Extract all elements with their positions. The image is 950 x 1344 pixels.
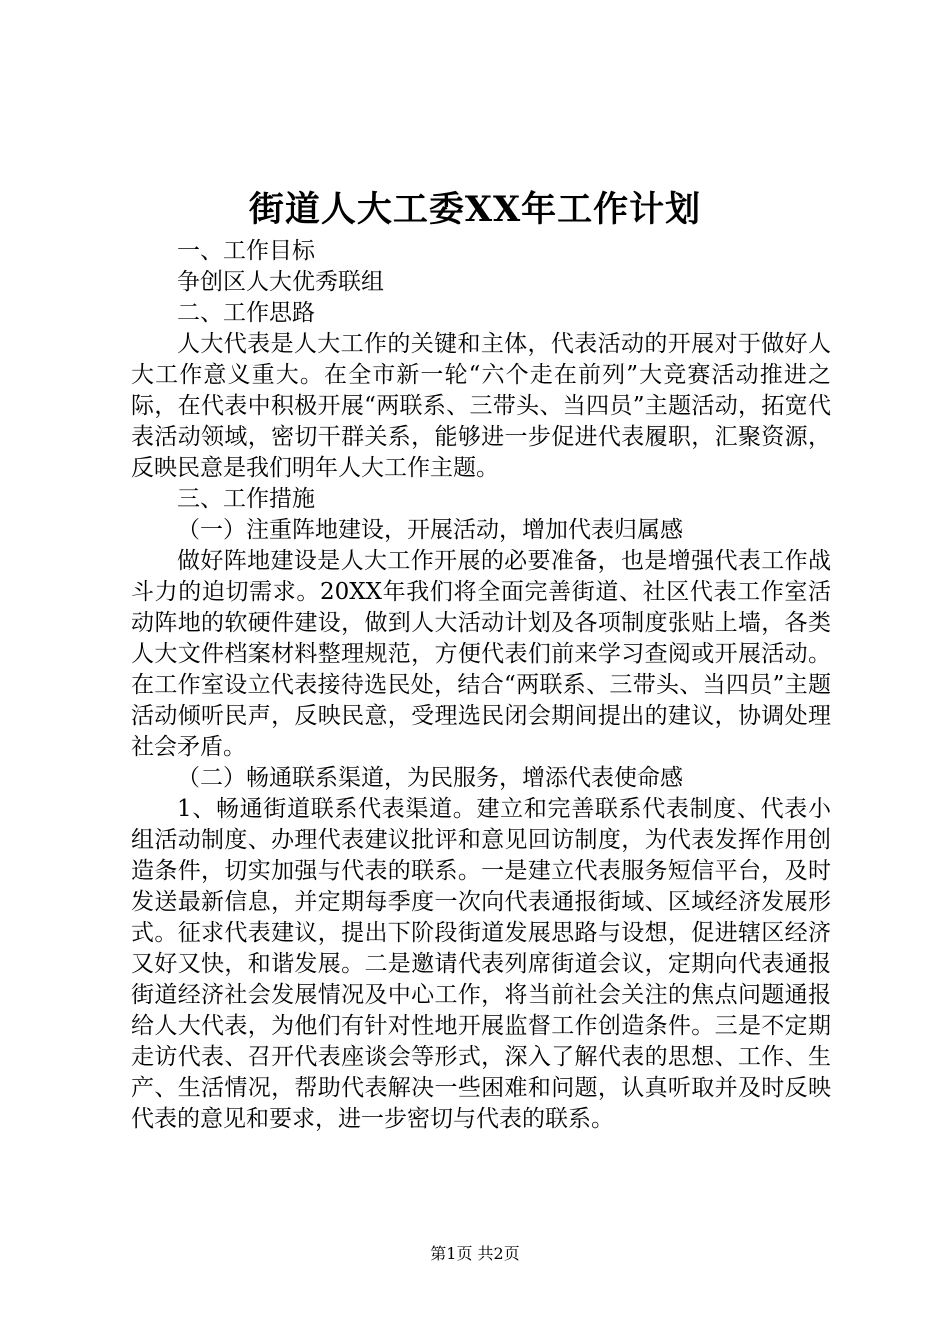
subsection-1-paragraph: 做好阵地建设是人大工作开展的必要准备，也是增强代表工作战斗力的迫切需求。20XX年我们将全面完善街道、社区代表工作室活动阵地的软硬件建设，做到人大活动计划及各项制度张贴上墙，各类人大文件档案材料整理规范，方便代表们前来学习查阅或开展活动。在工作室设立代表接待选民处，结合“两联系、三带头、当四员”主题活动倾听民声，反映民意，受理选民闭会期间提出的建议，协调处理社会矛盾。: [131, 548, 831, 760]
approach-paragraph: 人大代表是人大工作的关键和主体，代表活动的开展对于做好人大工作意义重大。在全市新一轮“六个走在前列”大竞赛活动推进之际，在代表中积极开展“两联系、三带头、当四员”主题活动，拓宽代表活动领域，密切干群关系，能够进一步促进代表履职，汇聚资源，反映民意是我们明年人大工作主题。: [131, 331, 831, 481]
document-body: [131, 236, 831, 1135]
subsection-heading-1: （一）注重阵地建设，开展活动，增加代表归属感: [177, 517, 683, 543]
section-heading-measures: 三、工作措施: [177, 486, 315, 512]
subsection-heading-2: （二）畅通联系渠道，为民服务，增添代表使命感: [177, 765, 683, 791]
goal-text: 争创区人大优秀联组: [177, 269, 384, 295]
document-title: 街道人大工委XX年工作计划: [248, 189, 702, 230]
subsection-2-paragraph: 1、畅通街道联系代表渠道。建立和完善联系代表制度、代表小组活动制度、办理代表建议批评和意见回访制度，为代表发挥作用创造条件，切实加强与代表的联系。一是建立代表服务短信平台，及时发送最新信息，并定期每季度一次向代表通报街域、区域经济发展形式。征求代表建议，提出下阶段街道发展思路与设想，促进辖区经济又好又快，和谐发展。二是邀请代表列席街道会议，定期向代表通报街道经济社会发展情况及中心工作，将当前社会关注的焦点问题通报给人大代表，为他们有针对性地开展监督工作创造条件。三是不定期走访代表、召开代表座谈会等形式，深入了解代表的思想、工作、生产、生活情况，帮助代表解决一些困难和问题，认真听取并及时反映代表的意见和要求，进一步密切与代表的联系。: [131, 796, 831, 1132]
page-footer: 第1页 共2页: [430, 1244, 520, 1263]
section-heading-approach: 二、工作思路: [177, 300, 315, 326]
section-heading-goals: 一、工作目标: [177, 238, 315, 264]
